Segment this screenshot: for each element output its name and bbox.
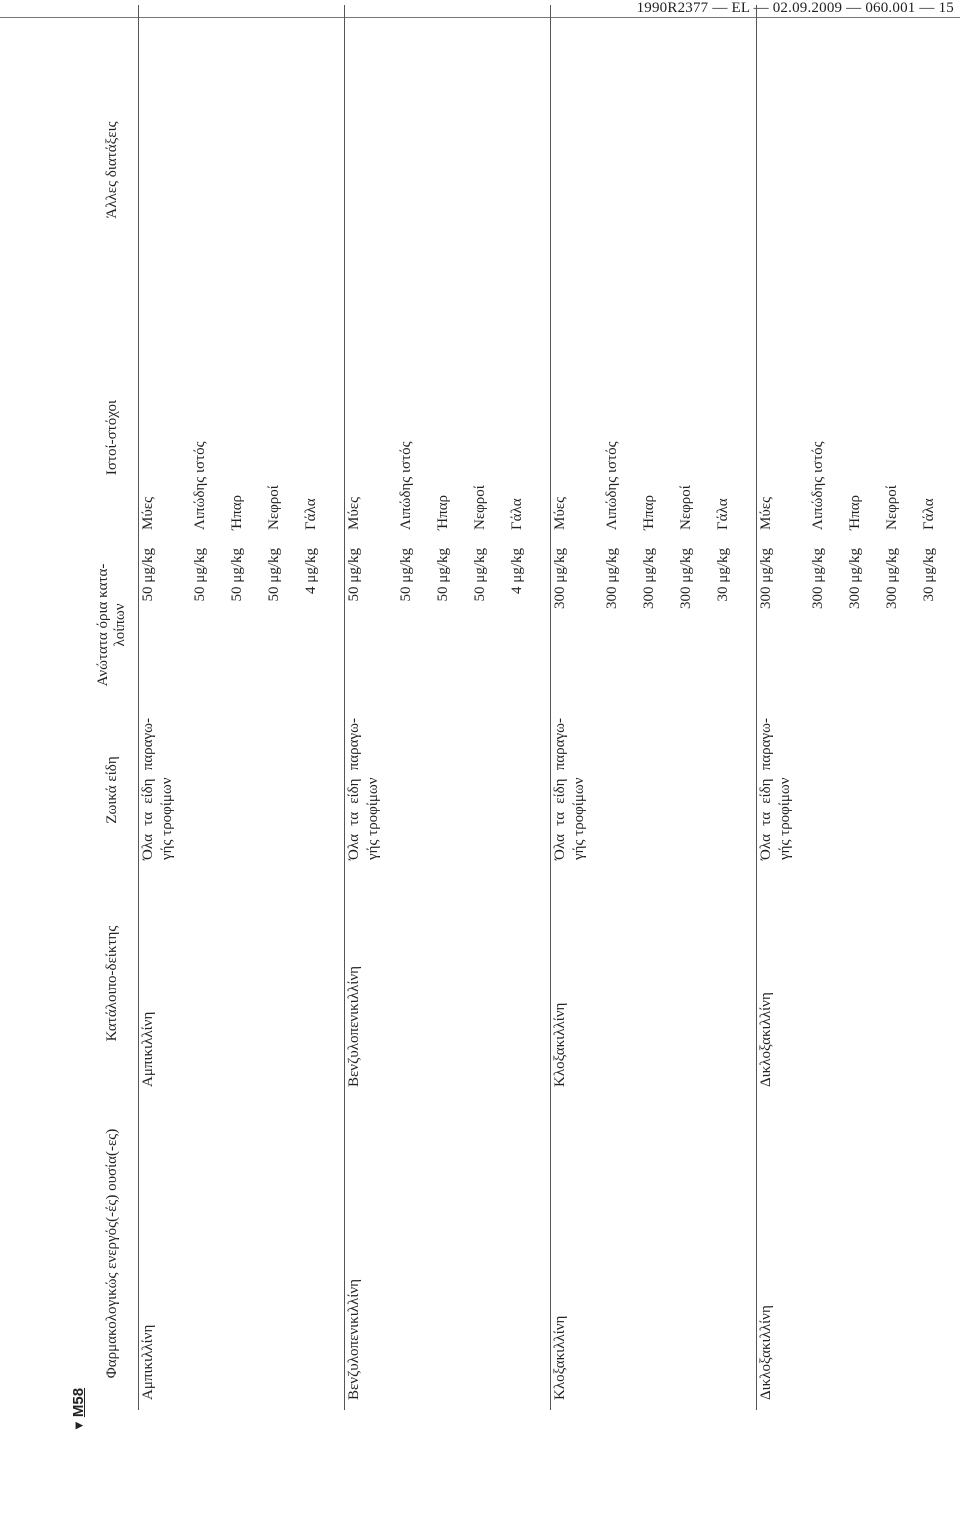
column-header-substance: Φαρμακολογικώς ενεργός(-ές) ουσία(-ες) [86,1097,139,1410]
limit-value: 30 μg/kg [715,548,731,602]
limit-value: 4 μg/kg [303,548,319,594]
tissue-name: Γάλα [303,498,319,530]
limit-value: 300 μg/kg [758,548,774,609]
tissue-name: Λιπώδης ιστός [810,441,826,530]
limits-cell [757,540,960,710]
limit-value: 30 μg/kg [921,548,937,602]
tissue-name: Γάλα [509,498,525,530]
tissue-name: Ήπαρ [641,494,657,530]
limit-value: 300 μg/kg [604,548,620,609]
other-provisions-cell [139,5,345,335]
substance-cell: Κλοξακιλλίνη [551,1097,757,1410]
tissue-name: Νεφροί [472,485,488,530]
tissues-cell [551,335,757,540]
other-provisions-cell [757,5,960,335]
table-row [551,5,757,1410]
limit-value: 300 μg/kg [678,548,694,609]
species-cell: Όλα τα είδη παραγω-γής τροφίμων [551,710,757,870]
limit-value: 50 μg/kg [346,548,362,602]
tissue-name: Λιπώδης ιστός [604,441,620,530]
limit-value: 50 μg/kg [140,548,156,602]
tissue-name: Νεφροί [266,485,282,530]
column-header-marker-residue: Κατάλοιπο-δείκτης [86,870,139,1097]
other-provisions-cell [345,5,551,335]
limit-value: 4 μg/kg [509,548,525,594]
tissues-cell [757,335,960,540]
tissues-cell [139,335,345,540]
substance-cell: Δικλοξακιλλίνη [758,1305,774,1400]
limit-value: 50 μg/kg [398,548,414,602]
table-header-row [86,5,139,1410]
limits-cell [139,540,345,710]
limit-value: 50 μg/kg [229,548,245,602]
column-header-limits: Ανώτατα όρια κατα-λοίπων [86,540,139,710]
marker-residue-cell: Δικλοξακιλλίνη [758,992,774,1087]
table-row [345,5,551,1410]
limits-cell [345,540,551,710]
limit-value: 50 μg/kg [266,548,282,602]
limits-cell [551,540,757,710]
tissue-name: Νεφροί [678,485,694,530]
species-cell: Όλα τα είδη παραγω-γής τροφίμων [758,718,793,860]
marker-residue-cell: Κλοξακιλλίνη [551,870,757,1097]
limit-value: 300 μg/kg [552,548,568,609]
mrl-table [86,5,960,1410]
tissues-cell [345,335,551,540]
tissue-name: Γάλα [921,498,937,530]
tissue-name: Ήπαρ [229,494,245,530]
tissue-name: Λιπώδης ιστός [398,441,414,530]
marker-residue-cell: Βενζυλοπενικιλλίνη [345,870,551,1097]
limit-value: 300 μg/kg [847,548,863,609]
limit-value: 300 μg/kg [641,548,657,609]
substance-cell: Αμπικιλλίνη [139,1097,345,1410]
column-header-species: Ζωικά είδη [86,710,139,870]
limit-value: 50 μg/kg [435,548,451,602]
tissue-name: Λιπώδης ιστός [192,441,208,530]
limit-value: 300 μg/kg [810,548,826,609]
table-row [139,5,345,1410]
tissue-name: Ήπαρ [847,494,863,530]
tissue-name: Μύες [758,496,774,530]
species-cell: Όλα τα είδη παραγω-γής τροφίμων [345,710,551,870]
limit-value: 300 μg/kg [884,548,900,609]
column-header-other-provisions: Άλλες διατάξεις [86,5,139,335]
amendment-code: M58 [70,1387,87,1418]
marker-residue-cell: Αμπικιλλίνη [139,870,345,1097]
limit-value: 50 μg/kg [192,548,208,602]
tissue-name: Νεφροί [884,485,900,530]
other-provisions-cell [551,5,757,335]
tissue-name: Μύες [346,496,362,530]
rotated-page-content [70,0,960,1440]
triangle-down-icon: ▼ [71,1419,86,1432]
tissue-name: Γάλα [715,498,731,530]
substance-cell: Βενζυλοπενικιλλίνη [345,1097,551,1410]
amendment-marker [70,1388,87,1432]
page-reference-header: 1990R2377 — EL — 02.09.2009 — 060.001 — 15 [636,0,954,16]
limit-value: 50 μg/kg [472,548,488,602]
tissue-name: Μύες [140,496,156,530]
tissue-name: Ήπαρ [435,494,451,530]
column-header-target-tissues: Ιστοί-στόχοι [86,335,139,540]
tissue-name: Μύες [552,496,568,530]
species-cell: Όλα τα είδη παραγω-γής τροφίμων [139,710,345,870]
table-row [757,5,960,1410]
